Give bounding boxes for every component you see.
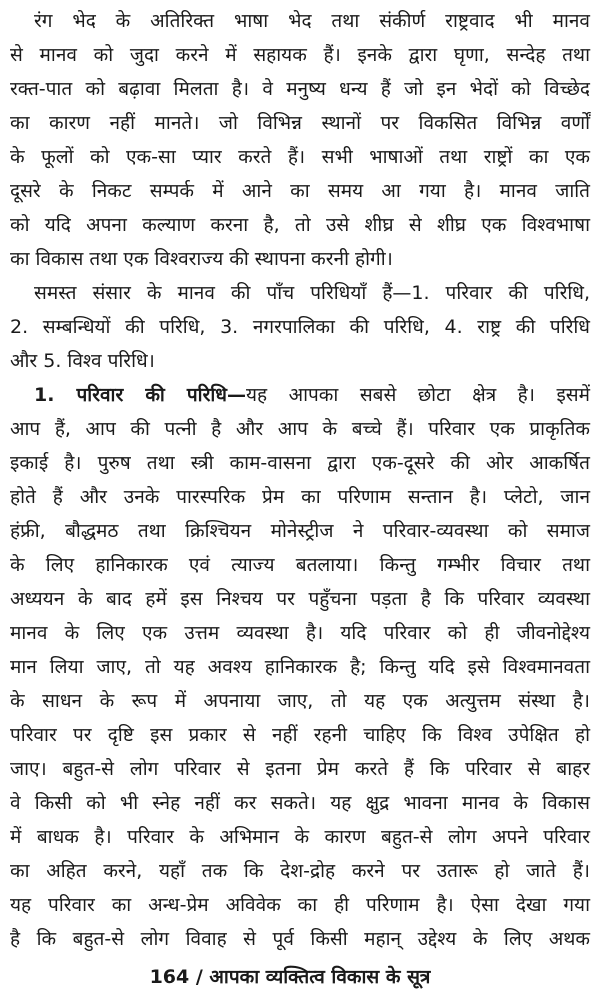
paragraph-first-line xyxy=(10,380,590,410)
text-line: का अहित करने, यहाँ तक कि देश-द्रोह करने पर उतारू हो जाते हैं। xyxy=(10,860,590,882)
text-line: इकाई है। पुरुष तथा स्त्री काम-वासना द्वारा एक-दूसरे की ओर आकर्षित xyxy=(10,452,590,474)
document-page xyxy=(10,6,590,1006)
text-line: वे किसी को भी स्नेह नहीं कर सकते। यह क्षुद्र भावना मानव के विकास xyxy=(10,792,590,814)
text-line: में बाधक है। परिवार के अभिमान के कारण बहुत-से लोग अपने परिवार xyxy=(10,826,590,848)
text-line: के साधन के रूप में अपनाया जाए, तो यह एक अत्युत्तम संस्था है। xyxy=(10,690,590,712)
text-line: के लिए हानिकारक एवं त्याज्य बतलाया। किन्तु गम्भीर विचार तथा xyxy=(10,554,590,576)
text-line: मान लिया जाए, तो यह अवश्य हानिकारक है; किन्तु यदि इसे विश्वमानवता xyxy=(10,656,590,678)
text-line: मानव के लिए एक उत्तम व्यवस्था है। यदि परिवार को ही जीवनोद्देश्य xyxy=(10,622,590,644)
text-line: और 5. विश्व परिधि। xyxy=(10,350,155,372)
section-heading: 1. परिवार की परिधि— xyxy=(34,384,246,406)
text-line: यह आपका सबसे छोटा क्षेत्र है। इसमें xyxy=(246,384,590,406)
text-line: के फूलों को एक-सा प्यार करते हैं। सभी भाषाओं तथा राष्ट्रों का एक xyxy=(10,146,590,168)
text-line: परिवार पर दृष्टि इस प्रकार से नहीं रहनी चाहिए कि विश्व उपेक्षित हो xyxy=(10,724,590,746)
text-line: रक्त-पात को बढ़ावा मिलता है। वे मनुष्य धन्य हैं जो इन भेदों को विच्छेद xyxy=(10,78,590,100)
page-footer: 164 / आपका व्यक्तित्व विकास के सूत्र xyxy=(149,966,431,988)
text-line: आप हैं, आप की पत्नी है और आप के बच्चे हैं। परिवार एक प्राकृतिक xyxy=(10,418,590,440)
text-line: समस्त संसार के मानव की पाँच परिधियाँ हैं—1. परिवार की परिधि, xyxy=(34,282,590,304)
text-line: को यदि अपना कल्याण करना है, तो उसे शीघ्र से शीघ्र एक विश्वभाषा xyxy=(10,214,590,236)
text-line: होते हैं और उनके पारस्परिक प्रेम का परिणाम सन्तान है। प्लेटो, जान xyxy=(10,486,590,508)
text-line: यह परिवार का अन्ध-प्रेम अविवेक का ही परिणाम है। ऐसा देखा गया xyxy=(10,894,590,916)
text-line: हंफ्री, बौद्धमठ तथा क्रिश्चियन मोनेस्ट्रीज ने परिवार-व्यवस्था को समाज xyxy=(10,520,590,542)
text-line: जाए। बहुत-से लोग परिवार से इतना प्रेम करते हैं कि परिवार से बाहर xyxy=(10,758,590,780)
text-line: दूसरे के निकट सम्पर्क में आने का समय आ गया है। मानव जाति xyxy=(10,180,590,202)
text-line: 2. सम्बन्धियों की परिधि, 3. नगरपालिका की परिधि, 4. राष्ट्र की परिधि xyxy=(10,316,590,338)
text-line: रंग भेद के अतिरिक्त भाषा भेद तथा संकीर्ण राष्ट्रवाद भी मानव xyxy=(34,10,590,32)
text-line: का कारण नहीं मानते। जो विभिन्न स्थानों पर विकसित विभिन्न वर्णों xyxy=(10,112,590,134)
text-line: अध्ययन के बाद हमें इस निश्चय पर पहुँचना पड़ता है कि परिवार व्यवस्था xyxy=(10,588,590,610)
text-line: से मानव को जुदा करने में सहायक हैं। इनके द्वारा घृणा, सन्देह तथा xyxy=(10,44,590,66)
text-line: का विकास तथा एक विश्वराज्य की स्थापना करनी होगी। xyxy=(10,248,393,270)
text-line: है कि बहुत-से लोग विवाह से पूर्व किसी महान् उद्देश्य के लिए अथक xyxy=(10,928,590,950)
